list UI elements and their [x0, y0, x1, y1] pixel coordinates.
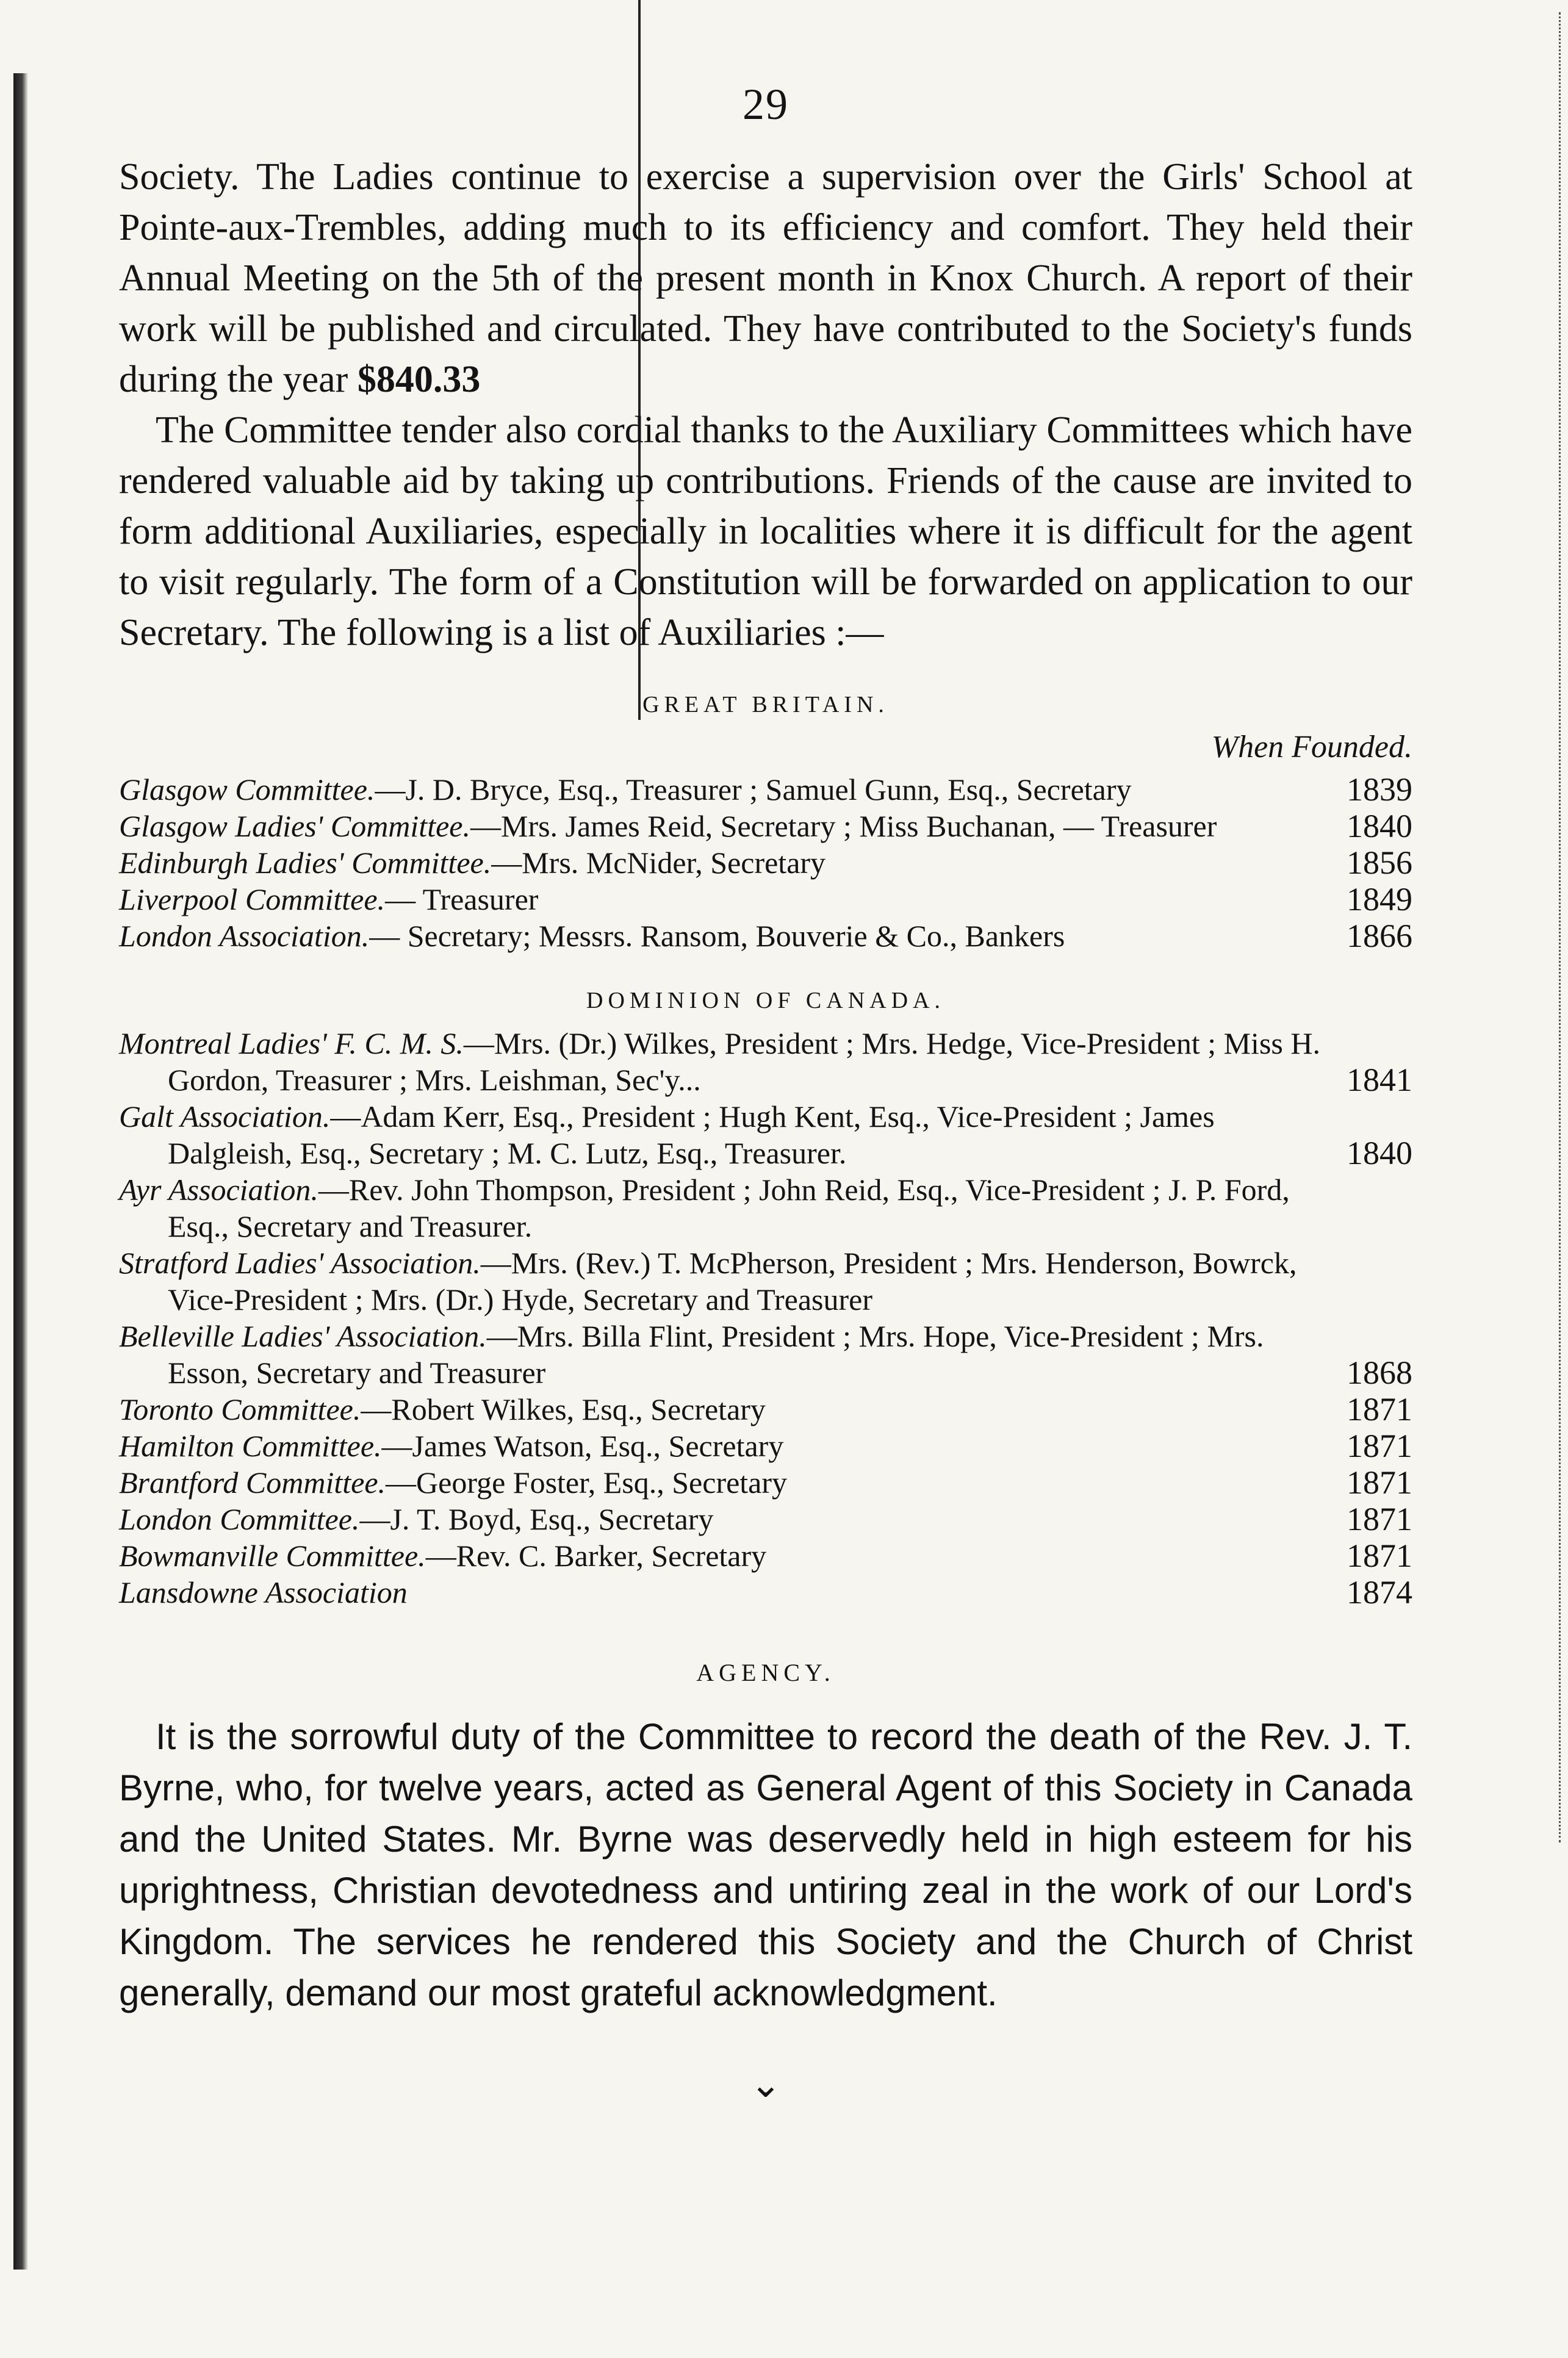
great-britain-heading: GREAT BRITAIN.: [642, 692, 889, 717]
auxiliary-entry: [119, 1318, 1412, 1391]
auxiliary-entry: [119, 1537, 1412, 1574]
auxiliary-name: Hamilton Committee.: [119, 1429, 382, 1463]
page-content: [119, 79, 1412, 2107]
auxiliary-name: Stratford Ladies' Association.: [119, 1246, 481, 1280]
auxiliary-entry: [119, 1574, 1412, 1611]
great-britain-list: [119, 771, 1412, 954]
intro-paragraph-2: The Committee tender also cordial thanks to the Auxiliary Committees which have rendered valuable aid by taking up contributions. Friends of the cause are invited to form additional Auxiliaries, especially in localities where it is difficult for the agent to visit regularly. The form of a Constitution will be forwarded on application to our Secretary. The following is a list of Auxiliaries :—: [119, 409, 1412, 653]
auxiliary-year: 1874: [1347, 1574, 1412, 1611]
canada-list: [119, 1025, 1412, 1611]
auxiliary-year: 1871: [1347, 1537, 1412, 1574]
auxiliary-name: Toronto Committee.: [119, 1392, 361, 1426]
auxiliary-entry-text: [119, 1391, 1333, 1428]
auxiliary-details: — Treasurer: [385, 882, 539, 916]
auxiliary-details: —Rev. C. Barker, Secretary: [425, 1539, 767, 1573]
auxiliary-entry: [119, 1501, 1412, 1537]
auxiliary-details: —Mrs. (Dr.) Wilkes, President ; Mrs. Hedge, Vice-President ; Miss H. Gordon, Treasurer ; Mrs. Leishman, Sec'y...: [168, 1026, 1320, 1097]
auxiliary-year: 1871: [1347, 1464, 1412, 1501]
auxiliary-entry-text: [119, 1025, 1333, 1098]
auxiliary-entry: [119, 808, 1412, 844]
auxiliary-year: 1868: [1347, 1354, 1412, 1391]
page-edge: [1559, 12, 1566, 1842]
auxiliary-entry-text: [119, 1574, 1333, 1611]
auxiliary-entry: [119, 1391, 1412, 1428]
auxiliary-year: 1856: [1347, 844, 1412, 881]
auxiliary-year: 1841: [1347, 1062, 1412, 1098]
auxiliary-details: —J. T. Boyd, Esq., Secretary: [359, 1502, 714, 1536]
auxiliary-entry-text: [119, 1098, 1333, 1171]
auxiliary-entry: [119, 844, 1412, 881]
auxiliary-details: —Robert Wilkes, Esq., Secretary: [361, 1392, 766, 1426]
intro-paragraph-1-text: Society. The Ladies continue to exercise a supervision over the Girls' School at Pointe-aux-Trembles, adding much to its efficiency and comfort. They held their Annual Meeting on the 5th of the present month in Knox Church. A report of their work will be published and circulated. They have contributed to the Society's funds during the year: [119, 156, 1412, 400]
auxiliary-entry-text: [119, 1501, 1333, 1537]
auxiliary-details: —Mrs. McNider, Secretary: [491, 846, 826, 880]
auxiliary-details: —Adam Kerr, Esq., President ; Hugh Kent, Esq., Vice-President ; James Dalgleish, Esq., Secretary ; M. C. Lutz, Esq., Treasurer.: [168, 1099, 1215, 1170]
auxiliary-year: 1871: [1347, 1428, 1412, 1464]
auxiliary-details: —James Watson, Esq., Secretary: [381, 1429, 784, 1463]
auxiliary-name: Brantford Committee.: [119, 1465, 386, 1500]
auxiliary-details: —Mrs. (Rev.) T. McPherson, President ; Mrs. Henderson, Bowrck, Vice-President ; Mrs. (Dr.) Hyde, Secretary and Treasurer: [168, 1246, 1297, 1317]
auxiliary-entry: [119, 918, 1412, 954]
page-number: 29: [743, 80, 789, 129]
auxiliary-name: Ayr Association.: [119, 1173, 318, 1207]
ornament-mark: ⌄: [750, 2064, 782, 2105]
auxiliary-entry: [119, 1025, 1412, 1098]
auxiliary-entry-text: [119, 1318, 1333, 1391]
agency-paragraph: It is the sorrowful duty of the Committee to record the death of the Rev. J. T. Byrne, who, for twelve years, acted as General Agent of this Society in Canada and the United States. Mr. Byrne was deservedly held in high esteem for his uprightness, Christian devotedness and untiring zeal in the work of our Lord's Kingdom. The services he rendered this Society and the Church of Christ generally, demand our most grateful acknowledgment.: [119, 1716, 1412, 2013]
auxiliary-details: — Secretary; Messrs. Ransom, Bouverie & Co., Bankers: [369, 919, 1065, 953]
auxiliary-details: —J. D. Bryce, Esq., Treasurer ; Samuel Gunn, Esq., Secretary: [375, 772, 1132, 807]
auxiliary-name: London Association.: [119, 919, 370, 953]
auxiliary-details: —Mrs. James Reid, Secretary ; Miss Buchanan, — Treasurer: [470, 809, 1217, 843]
auxiliary-entry: [119, 1098, 1412, 1171]
auxiliary-entry-text: [119, 1171, 1333, 1245]
auxiliary-entry: [119, 1245, 1412, 1318]
auxiliary-details: —Rev. John Thompson, President ; John Reid, Esq., Vice-President ; J. P. Ford, Esq., Secretary and Treasurer.: [168, 1173, 1290, 1243]
auxiliary-name: Glasgow Ladies' Committee.: [119, 809, 470, 843]
auxiliary-year: 1840: [1347, 808, 1412, 844]
auxiliary-name: London Committee.: [119, 1502, 360, 1536]
auxiliary-details: —Mrs. Billa Flint, President ; Mrs. Hope, Vice-President ; Mrs. Esson, Secretary and Treasurer: [168, 1319, 1264, 1390]
auxiliary-entry: [119, 771, 1412, 808]
auxiliary-year: 1866: [1347, 918, 1412, 954]
when-founded-label: When Founded.: [1211, 730, 1412, 764]
auxiliary-entry-text: [119, 771, 1333, 808]
ladies-amount: $840.33: [357, 359, 481, 400]
auxiliary-entry-text: [119, 1245, 1333, 1318]
auxiliary-entry: [119, 1428, 1412, 1464]
agency-heading: AGENCY.: [696, 1659, 835, 1686]
auxiliary-entry-text: [119, 1464, 1333, 1501]
auxiliary-year: 1871: [1347, 1501, 1412, 1537]
auxiliary-name: Montreal Ladies' F. C. M. S.: [119, 1026, 464, 1060]
auxiliary-name: Liverpool Committee.: [119, 882, 386, 916]
auxiliary-entry-text: [119, 918, 1333, 954]
auxiliary-year: 1840: [1347, 1135, 1412, 1171]
auxiliary-name: Edinburgh Ladies' Committee.: [119, 846, 492, 880]
auxiliary-entry-text: [119, 808, 1333, 844]
auxiliary-name: Lansdowne Association: [119, 1575, 408, 1609]
auxiliary-entry-text: [119, 1428, 1333, 1464]
auxiliary-details: —George Foster, Esq., Secretary: [386, 1465, 788, 1500]
auxiliary-entry: [119, 881, 1412, 918]
auxiliary-entry-text: [119, 844, 1333, 881]
auxiliary-name: Belleville Ladies' Association.: [119, 1319, 487, 1353]
auxiliary-name: Bowmanville Committee.: [119, 1539, 426, 1573]
auxiliary-entry-text: [119, 881, 1333, 918]
auxiliary-year: 1839: [1347, 771, 1412, 808]
auxiliary-entry: [119, 1464, 1412, 1501]
auxiliary-entry: [119, 1171, 1412, 1245]
auxiliary-name: Glasgow Committee.: [119, 772, 375, 807]
auxiliary-year: 1849: [1347, 881, 1412, 918]
auxiliary-year: 1871: [1347, 1391, 1412, 1428]
binding-shadow: [13, 73, 28, 2270]
intro-paragraph-1: [119, 152, 1412, 405]
auxiliary-entry-text: [119, 1537, 1333, 1574]
canada-heading: DOMINION OF CANADA.: [586, 988, 945, 1013]
auxiliary-name: Galt Association.: [119, 1099, 331, 1134]
